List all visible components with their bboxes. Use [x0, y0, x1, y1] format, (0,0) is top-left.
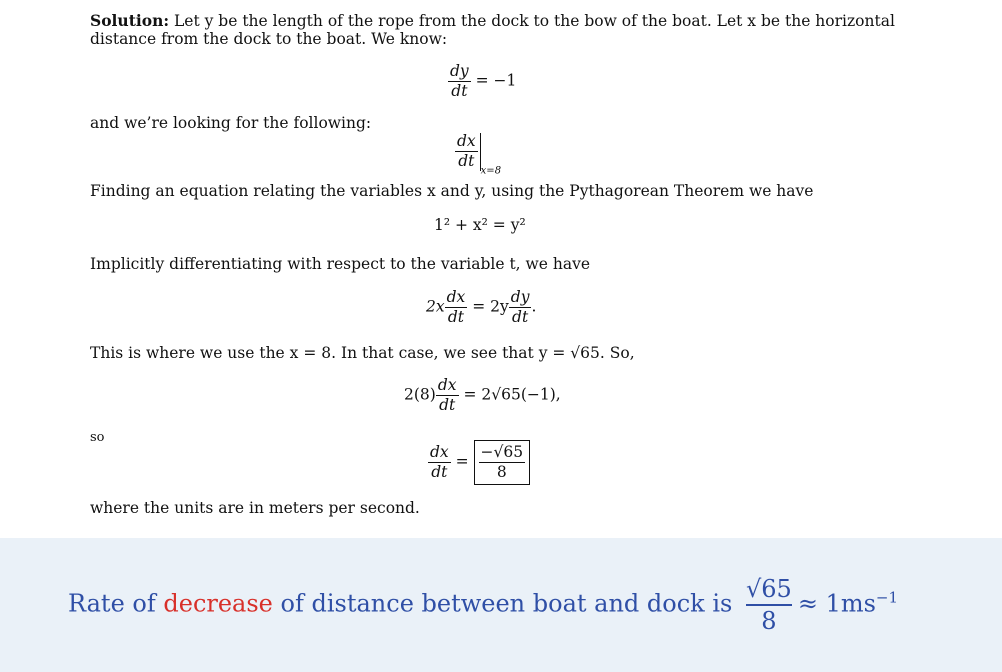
equation-middle: = 2y: [472, 297, 509, 316]
fraction-dy-dt: [509, 288, 532, 327]
fraction-numerator: dx: [457, 132, 476, 150]
text-where-x-8: This is where we use the x = 8. In that case, we see that y = √65. So,: [90, 344, 635, 362]
evaluation-subscript: x=8: [480, 165, 502, 177]
text-implicit: Implicitly differentiating with respect to the variable t, we have: [90, 255, 591, 273]
fraction-numerator: dy: [450, 62, 469, 80]
answer-text-part-2: of distance between boat and dock is: [272, 589, 733, 618]
fraction-numerator: dy: [510, 288, 530, 306]
fraction-denominator: dt: [512, 308, 529, 326]
equation-rhs: = 2√65(−1),: [463, 385, 561, 404]
fraction-dy-dt: [448, 62, 471, 101]
text-units: where the units are in meters per second.: [90, 499, 420, 517]
solution-line-2: distance from the dock to the boat. We know:: [90, 30, 448, 48]
fraction-denominator: dt: [431, 463, 448, 481]
text-finding-equation: Finding an equation relating the variables x and y, using the Pythagorean Theorem we have: [90, 182, 814, 200]
equals-sign: =: [455, 452, 469, 471]
answer-text-part-1: Rate of: [68, 589, 164, 618]
result-denominator: 8: [496, 463, 507, 481]
answer-text: [68, 574, 898, 636]
fraction-numerator: dx: [446, 288, 466, 306]
answer-numerator: √65: [746, 574, 792, 606]
answer-highlight: decrease: [163, 589, 273, 618]
answer-denominator: 8: [761, 607, 777, 635]
fraction-dx-dt: [445, 288, 468, 327]
equation-differentiated: [426, 288, 536, 327]
fraction-denominator: dt: [447, 308, 465, 326]
solution-text-1: Let y be the length of the rope from the dock to the bow of the boat. Let x be the horizontal: [169, 12, 895, 30]
equation-dy-dt: [448, 62, 516, 101]
equation-rhs: = −1: [475, 71, 517, 90]
solution-label: Solution:: [90, 11, 170, 30]
fraction-dx-dt: [428, 443, 451, 482]
text-so: so: [90, 430, 105, 445]
fraction-denominator: dt: [439, 396, 456, 414]
answer-exponent: −1: [875, 588, 899, 607]
text-looking-for: and we’re looking for the following:: [90, 114, 372, 132]
equation-left: 2x: [426, 297, 445, 316]
fraction-numerator: dx: [437, 376, 457, 394]
solution-line-1: [90, 11, 895, 31]
fraction-dx-dt: [436, 376, 459, 415]
equation-pythagorean: 1² + x² = y²: [434, 216, 526, 234]
equation-substituted: [404, 376, 561, 415]
answer-approximation: ≈ 1ms: [797, 589, 876, 618]
equation-dx-dt-at-8: [455, 132, 501, 177]
fraction-numerator: dx: [430, 443, 449, 461]
result-numerator: −√65: [480, 443, 524, 461]
result-box: [474, 440, 531, 485]
fraction-denominator: dt: [451, 82, 468, 100]
equation-end: .: [531, 297, 537, 316]
equation-left: 2(8): [404, 385, 436, 404]
fraction-denominator: dt: [458, 152, 475, 170]
fraction-dx-dt: [455, 132, 478, 171]
equation-result: [428, 440, 530, 485]
result-fraction: [479, 443, 526, 482]
answer-fraction: [746, 574, 792, 636]
